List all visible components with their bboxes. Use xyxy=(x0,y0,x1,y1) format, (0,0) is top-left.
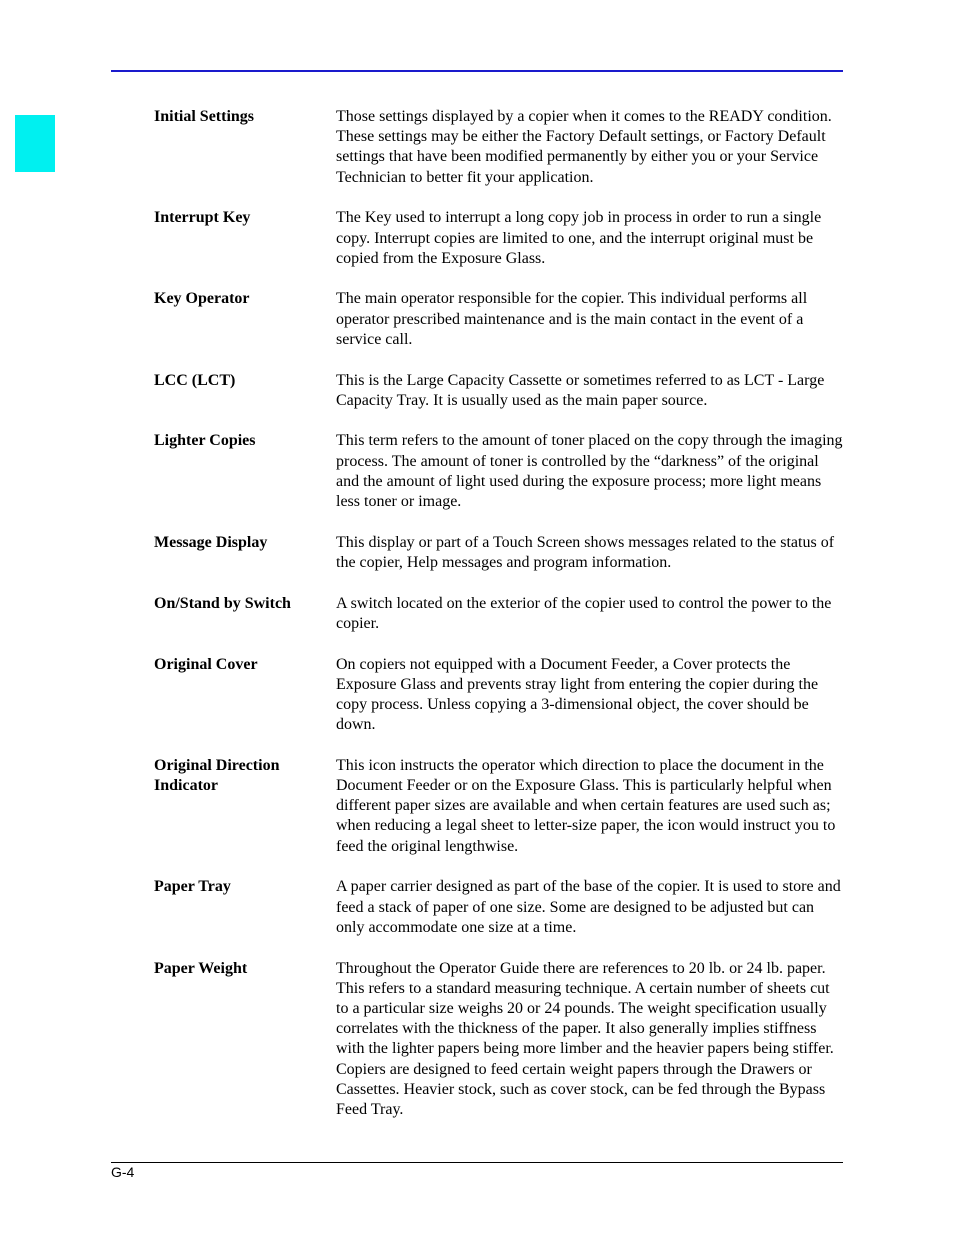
glossary-entry xyxy=(154,756,844,857)
glossary-definition: This term refers to the amount of toner placed on the copy through the imaging process. The amount of toner is controlled by the “darkness” of the original and the amount of light used during the exposure process; more light means less toner or image. xyxy=(336,432,843,511)
glossary-definition: This is the Large Capacity Cassette or sometimes referred to as LCT - Large Capacity Tray. It is usually used as the main paper source. xyxy=(336,371,825,409)
glossary-entry xyxy=(154,107,844,188)
glossary-term: Original Cover xyxy=(154,655,258,673)
glossary-term: Paper Weight xyxy=(154,959,248,977)
glossary-definition: On copiers not equipped with a Document Feeder, a Cover protects the Exposure Glass and prevents stray light from entering the copier during the copy process. Unless copying a 3-dimensional object, the cover should be down. xyxy=(336,655,819,734)
glossary-entry xyxy=(154,959,844,1121)
glossary-term: Original Direction Indicator xyxy=(154,756,280,795)
glossary-definition: The main operator responsible for the copier. This individual performs all operator prescribed maintenance and is the main contact in the event of a service call. xyxy=(336,290,808,348)
glossary-definition: The Key used to interrupt a long copy job in process in order to run a single copy. Interrupt copies are limited to one, and the interrupt original must be copied from the Exposure Glass. xyxy=(336,209,822,267)
glossary-term: LCC (LCT) xyxy=(154,371,236,389)
glossary-entry xyxy=(154,877,844,938)
page-number: G-4 xyxy=(111,1164,135,1180)
glossary-entry xyxy=(154,371,844,411)
glossary-entry xyxy=(154,594,844,634)
glossary-term: Interrupt Key xyxy=(154,209,251,227)
glossary-definition: Throughout the Operator Guide there are references to 20 lb. or 24 lb. paper. This refers to a standard measuring technique. A certain number of sheets cut to a particular size weighs 20 or 24 pounds. The weight specification usually correlates with the thickness of the paper. It also generally implies stiffness with the lighter papers being more limber and the heavier papers being stiffer. Copiers are designed to feed certain weight papers through the Drawers or Cassettes. Heavier stock, such as cover stock, can be fed through the Bypass Feed Tray. xyxy=(336,959,834,1118)
glossary-definition: A switch located on the exterior of the copier used to control the power to the copier. xyxy=(336,594,832,632)
glossary-term: Key Operator xyxy=(154,290,250,308)
glossary-entry xyxy=(154,208,844,269)
footer-rule xyxy=(111,1162,843,1163)
glossary-definition: A paper carrier designed as part of the base of the copier. It is used to store and feed a stack of paper of one size. Some are designed to be adjusted but can only accommodate one size at a time. xyxy=(336,878,841,936)
glossary-definition: This icon instructs the operator which direction to place the document in the Document Feeder or on the Exposure Glass. This is particularly helpful when different paper sizes are available and when certain features are used such as; when reducing a legal sheet to letter-size paper, the icon would instruct you to feed the original lengthwise. xyxy=(336,756,836,855)
glossary-term: Lighter Copies xyxy=(154,432,256,450)
glossary-term: Paper Tray xyxy=(154,878,231,896)
glossary-entry xyxy=(154,533,844,573)
glossary-entry xyxy=(154,289,844,350)
glossary-entry xyxy=(154,431,844,512)
glossary-list xyxy=(154,107,844,1141)
glossary-entry xyxy=(154,655,844,736)
glossary-term: Initial Settings xyxy=(154,108,255,125)
glossary-term: On/Stand by Switch xyxy=(154,594,291,612)
glossary-definition: This display or part of a Touch Screen shows messages related to the status of the copier, Help messages and program information. xyxy=(336,533,835,571)
header-rule xyxy=(111,70,843,72)
glossary-term: Message Display xyxy=(154,533,268,551)
section-tab-marker xyxy=(15,115,55,172)
glossary-definition: Those settings displayed by a copier when it comes to the READY condition. These settings may be either the Factory Default settings, or Factory Default settings that have been modified permanently by either you or your Service Technician to better fit your application. xyxy=(336,108,832,186)
